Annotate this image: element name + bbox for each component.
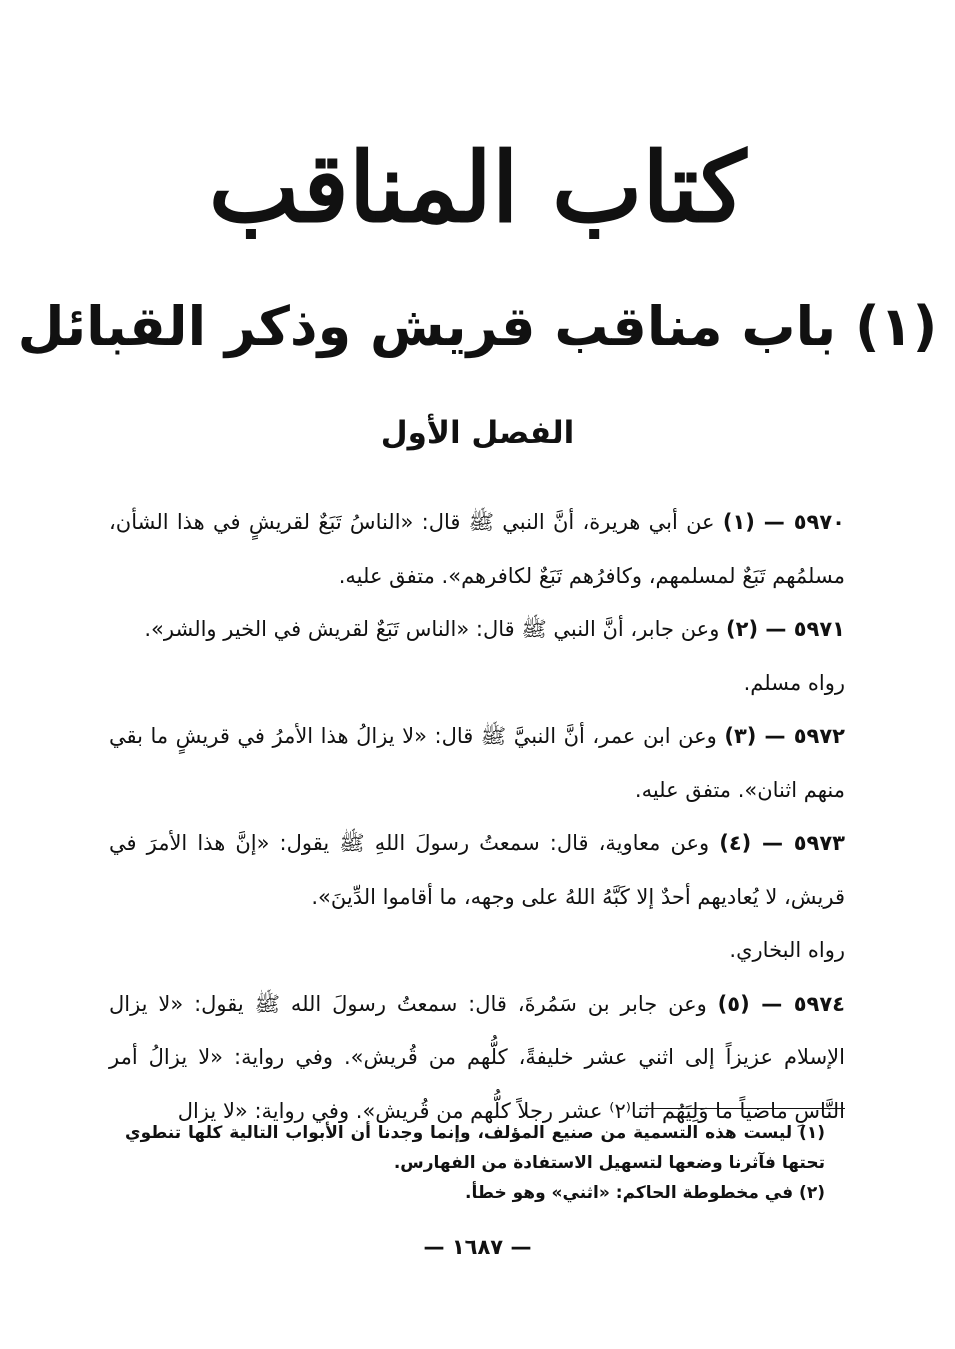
hadith-5971 bbox=[109, 603, 845, 657]
hadith-number: ٥٩٧٢ — (٣) bbox=[724, 724, 845, 748]
chapter-title: (١) باب مناقب قريش وذكر القبائل bbox=[17, 295, 938, 358]
hadith-text: وعن ابن عمر، أنَّ النبيَّ ﷺ قال: «لا يزالُ هذا الأمرُ في قريشٍ ما بقي منهم اثنان». متفق عليه. bbox=[109, 724, 845, 802]
hadith-source: رواه مسلم. bbox=[743, 670, 845, 695]
hadith-5972 bbox=[109, 710, 845, 817]
hadith-text: وعن جابر، أنَّ النبي ﷺ قال: «الناس تَبَعٌ لقريش في الخير والشر». bbox=[144, 617, 720, 641]
hadith-body bbox=[109, 496, 845, 1138]
hadith-number: ٥٩٧٤ — (٥) bbox=[717, 991, 845, 1016]
hadith-5973 bbox=[109, 817, 845, 924]
hadith-text: وعن جابر بن سَمُرةَ، قال: سمعتُ رسولَ الله ﷺ يقول: «لا يزال الإسلام عزيزاً إلى اثني عشر خليفةً، كلُّهم من قُريش». وفي رواية: «لا يزالُ أمر النَّاسِ ماضياً ما وَلِيَهُم اثنا⁽٢⁾ عشر رجلاً كلُّهم من قُريش». وفي رواية: «لا يزال bbox=[109, 991, 845, 1123]
book-title: كتاب المناقب bbox=[208, 131, 747, 244]
hadith-number: ٥٩٧٣ — (٤) bbox=[719, 831, 845, 855]
footnote-divider bbox=[641, 1108, 845, 1109]
footnote-1: (١) ليست هذه التسمية من صنيع المؤلف، وإنما وجدنا أن الأبواب التالية كلها تنطوي تحتها فآثرنا وضعها لتسهيل الاستفادة من الفهارس. bbox=[125, 1123, 825, 1173]
section-title: الفصل الأول bbox=[380, 415, 575, 451]
footnote-2: (٢) في مخطوطة الحاكم: «اثني» وهو خطأ. bbox=[465, 1183, 825, 1203]
hadith-text: عن أبي هريرة، أنَّ النبي ﷺ قال: «الناسُ تَبَعٌ لقريشٍ في هذا الشأن، مسلمُهم تَبَعٌ لمسلمهم، وكافرُهم تَبَعٌ لكافرهم». متفق عليه. bbox=[109, 510, 845, 588]
hadith-5974 bbox=[109, 978, 845, 1139]
hadith-text: وعن معاوية، قال: سمعتُ رسولَ اللهِ ﷺ يقول: «إنَّ هذا الأمرَ في قريش، لا يُعاديهم أحدٌ إلا كَبَّهُ اللهُ على وجهه، ما أقاموا الدِّينَ». bbox=[109, 831, 845, 909]
hadith-5970 bbox=[109, 496, 845, 603]
footnotes bbox=[125, 1118, 825, 1208]
hadith-number: ٥٩٧١ — (٢) bbox=[726, 617, 845, 641]
hadith-number: ٥٩٧٠ — (١) bbox=[722, 510, 845, 534]
hadith-source: رواه البخاري. bbox=[729, 938, 845, 962]
page-number: — ١٦٨٧ — bbox=[423, 1235, 532, 1259]
